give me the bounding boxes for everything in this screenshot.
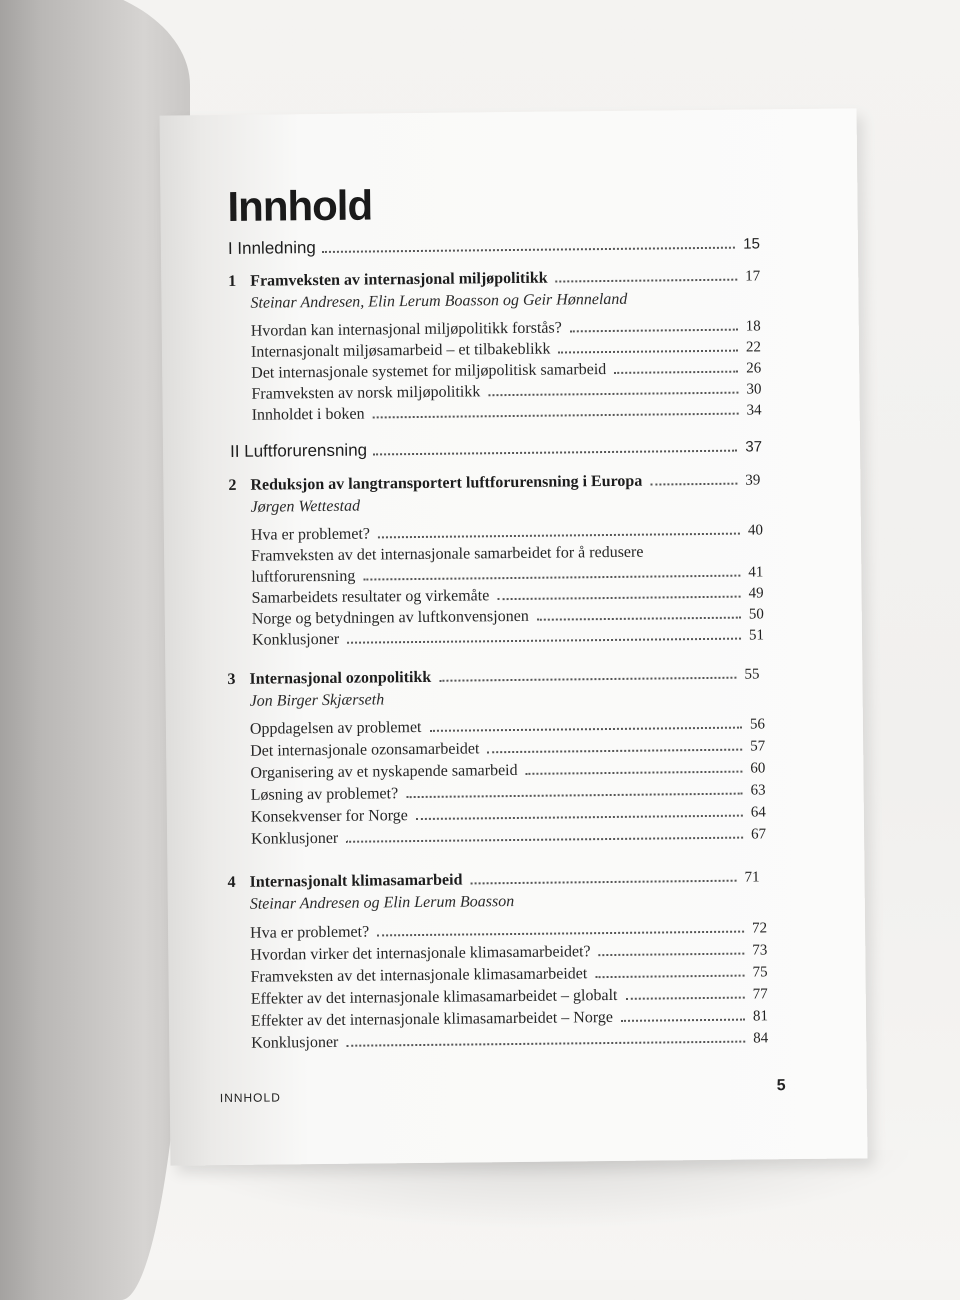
- page-ref: 75: [752, 964, 768, 981]
- toc-section[interactable]: [250, 963, 767, 986]
- page-ref: 41: [748, 564, 764, 581]
- toc-chapter-4[interactable]: [227, 868, 759, 892]
- section-title: Internasjonalt miljøsamarbeid – et tilbakeblikk: [250, 340, 551, 361]
- page-ref: 73: [752, 942, 768, 959]
- toc-section[interactable]: [250, 941, 767, 964]
- page-ref: 37: [745, 438, 763, 456]
- dot-leader: [570, 329, 738, 333]
- dot-leader: [377, 931, 744, 937]
- chapter-title: Framveksten av internasjonal miljøpolitikk: [250, 269, 548, 290]
- toc-part-one[interactable]: [228, 233, 760, 259]
- page-ref: 84: [753, 1030, 769, 1047]
- dot-leader: [429, 727, 742, 732]
- dot-leader: [363, 575, 740, 581]
- page-ref: 63: [750, 782, 766, 799]
- section-title: Framveksten av norsk miljøpolitikk: [251, 383, 481, 403]
- toc-section[interactable]: [251, 521, 763, 544]
- section-title: Konklusjoner: [251, 1033, 339, 1052]
- page-ref: 67: [750, 826, 767, 843]
- toc-section[interactable]: [251, 317, 761, 340]
- page-ref: 77: [752, 986, 768, 1003]
- dot-leader: [526, 771, 743, 775]
- toc-section[interactable]: [251, 359, 761, 382]
- chapter-author: Jørgen Wettestad: [250, 497, 361, 516]
- section-title: Det internasjonale systemet for miljøpolitisk samarbeid: [251, 361, 607, 382]
- toc-section[interactable]: [251, 563, 763, 586]
- page-ref: 17: [745, 268, 761, 285]
- toc-section[interactable]: [251, 825, 766, 848]
- dot-leader: [373, 450, 737, 456]
- toc-section[interactable]: [250, 715, 765, 738]
- page-ref: 26: [746, 360, 762, 377]
- toc-section[interactable]: [251, 380, 761, 403]
- chapter-number: 1: [228, 272, 237, 290]
- toc-chapter-2[interactable]: [228, 471, 760, 495]
- dot-leader: [595, 975, 744, 979]
- dot-leader: [439, 677, 736, 682]
- dot-leader: [378, 533, 740, 539]
- section-title: Innholdet i boken: [251, 405, 365, 424]
- toc-section[interactable]: [251, 1029, 768, 1052]
- section-title: Framveksten av det internasjonale klimasamarbeidet: [250, 965, 588, 986]
- toc-section[interactable]: [251, 985, 768, 1008]
- chapter-number: 3: [227, 670, 236, 688]
- page-ref: 22: [745, 339, 762, 356]
- toc-section[interactable]: [252, 626, 764, 649]
- section-title: Norge og betydningen av luftkonvensjonen: [251, 607, 529, 628]
- toc-chapter-1[interactable]: [228, 267, 760, 291]
- dot-leader: [487, 749, 742, 754]
- section-title: Konklusjoner: [251, 630, 340, 649]
- dot-leader: [558, 350, 738, 354]
- section-title: Samarbeidets resultater og virkemåte: [251, 587, 490, 607]
- dot-leader: [537, 617, 741, 621]
- chapter-author: Jon Birger Skjærseth: [249, 691, 385, 710]
- dot-leader: [406, 793, 742, 799]
- section-title: Effekter av det internasjonale klimasamarbeidet – globalt: [250, 986, 618, 1008]
- dot-leader: [346, 1041, 745, 1047]
- toc-section[interactable]: [250, 737, 765, 760]
- part-label: II Luftforurensning: [229, 440, 368, 461]
- page-ref: 60: [750, 760, 766, 777]
- page-ref: 40: [747, 522, 763, 539]
- chapter-number: 2: [228, 476, 237, 494]
- page-ref: 50: [748, 606, 764, 623]
- page-ref: 49: [748, 585, 764, 602]
- chapter-title: Internasjonal ozonpolitikk: [249, 668, 432, 688]
- section-title: Konsekvenser for Norge: [250, 807, 408, 826]
- page-ref: 30: [746, 381, 762, 398]
- dot-leader: [322, 247, 735, 253]
- dot-leader: [347, 638, 741, 644]
- page-ref: 64: [750, 804, 766, 821]
- page-ref: 15: [743, 235, 760, 253]
- toc-part-two[interactable]: [230, 436, 762, 462]
- dot-leader: [650, 483, 737, 486]
- page-ref: 81: [752, 1008, 769, 1025]
- book-page: [160, 108, 868, 1165]
- dot-leader: [614, 371, 738, 374]
- dot-leader: [488, 392, 738, 397]
- toc-section[interactable]: [252, 401, 762, 424]
- toc-section[interactable]: [251, 803, 766, 826]
- page-title: Innhold: [227, 181, 373, 230]
- toc-section-line: Framveksten av det internasjonale samarbeidet for å redusere: [251, 543, 644, 565]
- dot-leader: [621, 1019, 745, 1022]
- dot-leader: [346, 837, 743, 843]
- section-title: Det internasjonale ozonsamarbeidet: [250, 740, 480, 760]
- toc-content: [160, 108, 868, 1165]
- page-ref: 18: [745, 318, 761, 335]
- section-title: Oppdagelsen av problemet: [249, 718, 422, 738]
- section-title: Hvordan kan internasjonal miljøpolitikk forstås?: [250, 319, 562, 340]
- dot-leader: [556, 279, 738, 283]
- chapter-author: Steinar Andresen og Elin Lerum Boasson: [249, 893, 515, 913]
- section-title: Organisering av et nyskapende samarbeid: [250, 761, 518, 782]
- toc-section[interactable]: [251, 1007, 768, 1030]
- dot-leader: [416, 815, 743, 820]
- chapter-author: Steinar Andresen, Elin Lerum Boasson og Geir Hønneland: [250, 290, 628, 312]
- toc-section[interactable]: [251, 584, 763, 607]
- toc-section[interactable]: [250, 759, 765, 782]
- page-ref: 71: [744, 869, 760, 886]
- dot-leader: [599, 953, 745, 957]
- section-title: Konklusjoner: [251, 829, 339, 848]
- page-ref: 34: [746, 402, 762, 419]
- section-title: Løsning av problemet?: [250, 785, 399, 804]
- section-title: Hva er problemet?: [249, 923, 370, 942]
- chapter-number: 4: [227, 873, 236, 892]
- running-footer: INNHOLD: [219, 1090, 281, 1106]
- page-ref: 57: [750, 738, 766, 755]
- toc-section[interactable]: [251, 338, 761, 361]
- part-label: I Innledning: [227, 238, 316, 258]
- dot-leader: [625, 997, 744, 1000]
- section-title: Hvordan virker det internasjonale klimasamarbeidet?: [250, 943, 591, 964]
- section-title: Hva er problemet?: [250, 525, 371, 544]
- page-ref: 72: [751, 920, 768, 937]
- page-ref: 39: [745, 472, 761, 489]
- toc-section[interactable]: [252, 605, 764, 628]
- chapter-title: Reduksjon av langtransportert luftforurensning i Europa: [250, 472, 643, 494]
- dot-leader: [373, 413, 739, 419]
- chapter-title: Internasjonalt klimasamarbeid: [249, 871, 463, 891]
- section-title: luftforurensning: [251, 567, 356, 586]
- toc-chapter-3[interactable]: [227, 665, 759, 689]
- page-ref: 56: [749, 716, 766, 733]
- page-number: 5: [776, 1077, 786, 1095]
- toc-section[interactable]: [251, 781, 766, 804]
- toc-section[interactable]: [250, 919, 767, 942]
- page-ref: 51: [748, 627, 765, 644]
- section-title: Effekter av det internasjonale klimasamarbeidet – Norge: [250, 1008, 614, 1030]
- dot-leader: [470, 880, 736, 885]
- dot-leader: [497, 596, 740, 601]
- page-ref: 55: [744, 666, 760, 683]
